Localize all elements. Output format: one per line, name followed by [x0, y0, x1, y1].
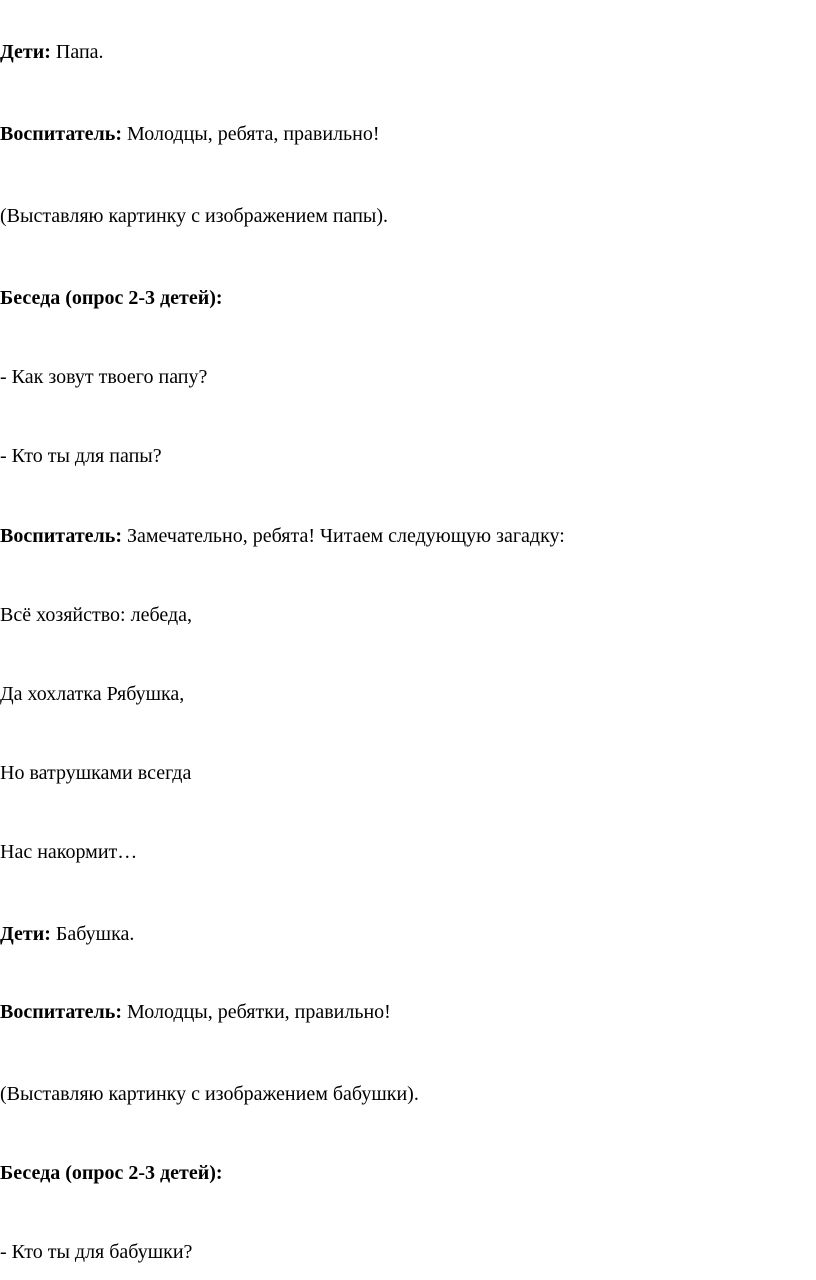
paragraph-text: Бабушка. — [50, 923, 135, 945]
speaker-label: Дети: — [0, 41, 51, 63]
paragraph-text: (Выставляю картинку с изображением папы). — [0, 205, 388, 227]
paragraph-conversation-heading-1 — [0, 286, 223, 310]
paragraph-children-answer-1 — [0, 40, 104, 64]
paragraph-text: - Кто ты для бабушки? — [0, 1241, 193, 1263]
paragraph-text: Молодцы, ребятки, правильно! — [121, 1001, 391, 1023]
paragraph-text: Замечательно, ребята! Читаем следующую загадку: — [121, 525, 565, 547]
paragraph-children-answer-2 — [0, 922, 134, 946]
speaker-label: Беседа (опрос 2-3 детей): — [0, 1162, 223, 1184]
paragraph-text: Молодцы, ребята, правильно! — [121, 123, 380, 145]
speaker-label: Воспитатель: — [0, 123, 122, 145]
paragraph-text: Папа. — [50, 41, 104, 63]
paragraph-riddle-line-1 — [0, 603, 192, 627]
paragraph-stage-direction-1 — [0, 204, 388, 228]
speaker-label: Воспитатель: — [0, 1001, 122, 1023]
paragraph-teacher-1 — [0, 122, 380, 146]
paragraph-text: Да хохлатка Рябушка, — [0, 683, 185, 705]
paragraph-question-2 — [0, 444, 162, 468]
paragraph-text: - Кто ты для папы? — [0, 445, 162, 467]
speaker-label: Дети: — [0, 923, 51, 945]
speaker-label: Беседа (опрос 2-3 детей): — [0, 287, 223, 309]
paragraph-question-1 — [0, 365, 207, 389]
paragraph-riddle-line-4 — [0, 840, 137, 864]
paragraph-teacher-3 — [0, 1000, 391, 1024]
paragraph-text: (Выставляю картинку с изображением бабушки). — [0, 1083, 419, 1105]
paragraph-conversation-heading-2 — [0, 1161, 223, 1185]
paragraph-text: Всё хозяйство: лебеда, — [0, 604, 193, 626]
paragraph-text: Нас накормит… — [0, 841, 138, 863]
paragraph-riddle-line-2 — [0, 682, 184, 706]
paragraph-text: Но ватрушками всегда — [0, 762, 192, 784]
paragraph-question-3 — [0, 1240, 192, 1264]
paragraph-stage-direction-2 — [0, 1082, 419, 1106]
paragraph-teacher-2 — [0, 524, 565, 548]
speaker-label: Воспитатель: — [0, 525, 122, 547]
paragraph-text: - Как зовут твоего папу? — [0, 366, 208, 388]
paragraph-riddle-line-3 — [0, 761, 191, 785]
